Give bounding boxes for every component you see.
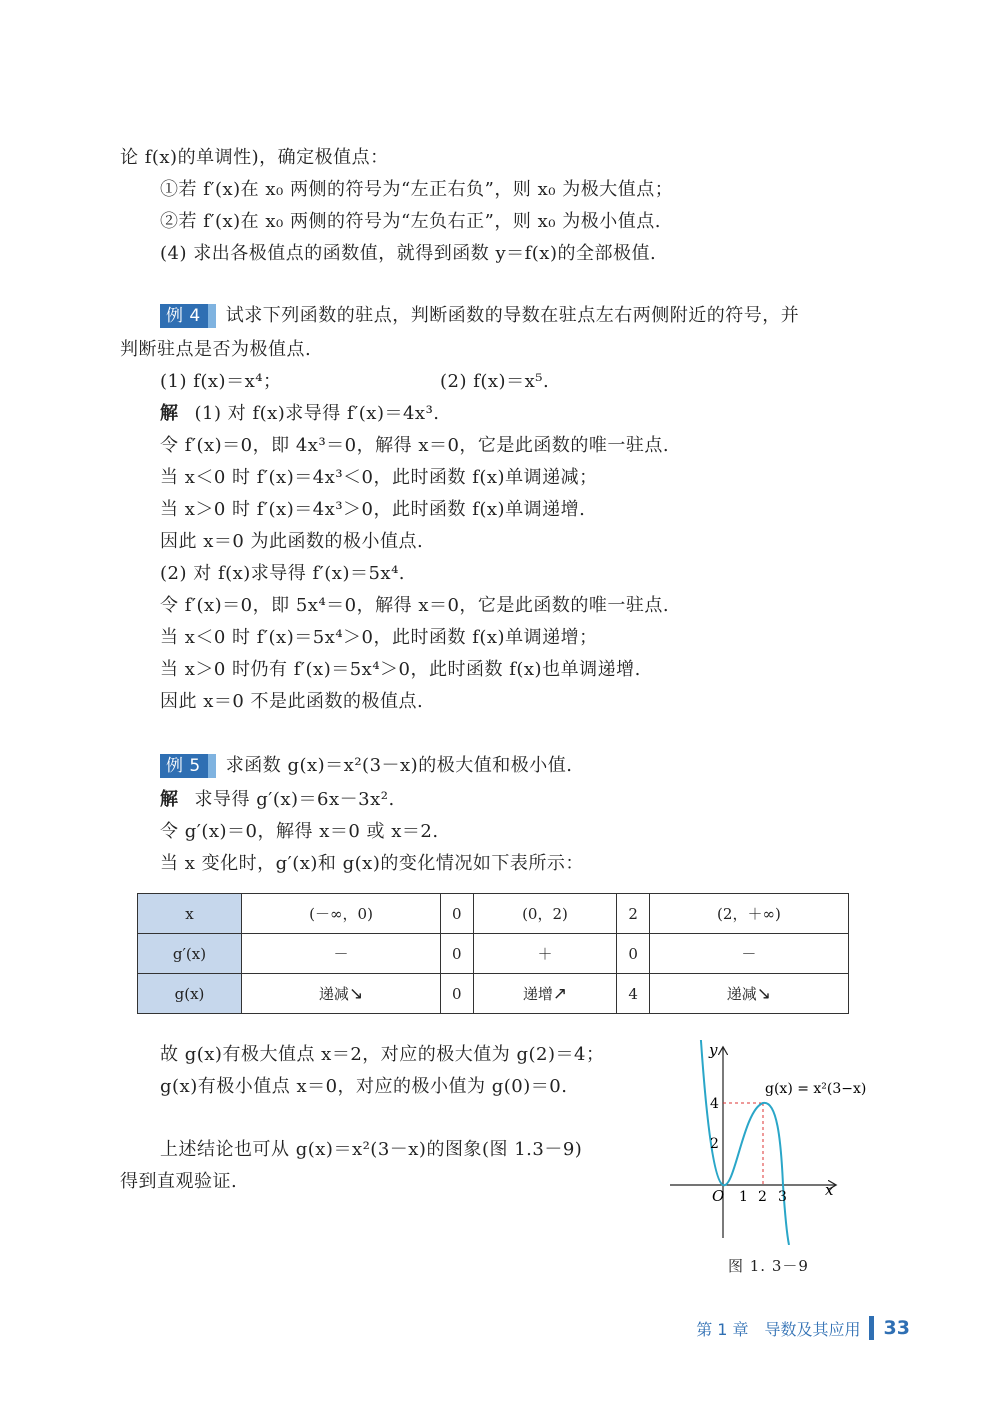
table-cell: ＋ (473, 934, 617, 974)
example4-solution-1 (160, 399, 440, 429)
y-tick-4: 4 (710, 1096, 719, 1112)
example4-solution-4: 当 x＞0 时 f′(x)＝4x³＞0，此时函数 f(x)单调递增. (160, 499, 586, 520)
table-row (138, 974, 849, 1014)
table-row (138, 894, 849, 934)
example4-solution-6: (2) 对 f(x)求导得 f′(x)＝5x⁴. (160, 563, 406, 584)
variation-table (137, 893, 849, 1014)
table-cell: 0 (441, 974, 473, 1014)
x-tick-3: 3 (778, 1189, 787, 1205)
table-cell: (2，＋∞) (649, 894, 848, 934)
example4-solution-8: 当 x＜0 时 f′(x)＝5x⁴＞0，此时函数 f(x)单调递增； (160, 627, 598, 648)
conclusion-3: 上述结论也可从 g(x)＝x²(3－x)的图象(图 1.3－9) (160, 1139, 583, 1160)
conclusion-2: g(x)有极小值点 x＝0，对应的极小值为 g(0)＝0. (160, 1076, 568, 1097)
text-line-3: ②若 f′(x)在 x₀ 两侧的符号为“左负右正”，则 x₀ 为极小值点. (160, 211, 661, 232)
table-cell: 4 (617, 974, 649, 1014)
solution-text: (1) 对 f(x)求导得 f′(x)＝4x³. (194, 403, 440, 424)
cell-text: 递减 (318, 985, 349, 1003)
table-header-cell: x (138, 894, 242, 934)
example4-tag: 例 4 (160, 304, 216, 328)
text-line-4: (4) 求出各极值点的函数值，就得到函数 y＝f(x)的全部极值. (160, 243, 657, 264)
conclusion-1: 故 g(x)有极大值点 x＝2，对应的极大值为 g(2)＝4； (160, 1044, 605, 1065)
example5-solution-3: 当 x 变化时，g′(x)和 g(x)的变化情况如下表所示： (160, 853, 584, 874)
example4-stem-text: 试求下列函数的驻点，判断函数的导数在驻点左右两侧附近的符号，并 (225, 305, 800, 326)
table-cell: 0 (441, 934, 473, 974)
table-cell (242, 974, 441, 1014)
example4-part2: (2) f(x)＝x⁵. (440, 371, 550, 392)
table-cell: 0 (441, 894, 473, 934)
page-number: 33 (883, 1317, 910, 1339)
table-cell: (－∞，0) (242, 894, 441, 934)
decrease-arrow-icon: ↘ (348, 984, 364, 1004)
example4-solution-9: 当 x＞0 时仍有 f′(x)＝5x⁴＞0，此时函数 f(x)也单调递增. (160, 659, 641, 680)
cell-text: 递增 (522, 985, 553, 1003)
chapter-title: 第 1 章 导数及其应用 (696, 1319, 861, 1339)
table-header-cell: g′(x) (138, 934, 242, 974)
y-tick-2: 2 (710, 1136, 719, 1152)
example5-stem-text: 求函数 g(x)＝x²(3－x)的极大值和极小值. (225, 755, 573, 776)
table-cell: － (649, 934, 848, 974)
curve-label: g(x) = x²(3−x) (765, 1081, 867, 1097)
text-line-1: 论 f(x)的单调性)，确定极值点： (120, 147, 389, 168)
footer-divider (869, 1316, 874, 1340)
example4-solution-3: 当 x＜0 时 f′(x)＝4x³＜0，此时函数 f(x)单调递减； (160, 467, 598, 488)
example4-stem-cont: 判断驻点是否为极值点. (120, 339, 312, 360)
example5-stem (160, 751, 572, 781)
example4-solution-2: 令 f′(x)＝0，即 4x³＝0，解得 x＝0，它是此函数的唯一驻点. (160, 435, 670, 456)
x-tick-1: 1 (739, 1189, 748, 1205)
solve-label: 解 (160, 403, 179, 424)
x-axis-label: x (825, 1181, 834, 1199)
text-line-2: ①若 f′(x)在 x₀ 两侧的符号为“左正右负”，则 x₀ 为极大值点； (160, 179, 674, 200)
solution-text: 求导得 g′(x)＝6x－3x². (194, 789, 395, 810)
table-cell (473, 974, 617, 1014)
page-footer (696, 1316, 910, 1340)
example4-solution-7: 令 f′(x)＝0，即 5x⁴＝0，解得 x＝0，它是此函数的唯一驻点. (160, 595, 670, 616)
figure-caption: 图 1. 3－9 (728, 1257, 809, 1275)
table-cell (649, 974, 848, 1014)
table-cell: 0 (617, 934, 649, 974)
table-cell: 2 (617, 894, 649, 934)
example5-solution-1 (160, 785, 395, 815)
table-cell: (0，2) (473, 894, 617, 934)
example5-tag: 例 5 (160, 754, 216, 778)
table-cell: － (242, 934, 441, 974)
example5-solution-2: 令 g′(x)＝0，解得 x＝0 或 x＝2. (160, 821, 439, 842)
solve-label: 解 (160, 789, 179, 810)
cell-text: 递减 (726, 985, 757, 1003)
x-tick-2: 2 (758, 1189, 767, 1205)
conclusion-4: 得到直观验证. (120, 1171, 238, 1192)
increase-arrow-icon: ↗ (552, 984, 568, 1004)
example4-solution-5: 因此 x＝0 为此函数的极小值点. (160, 531, 424, 552)
table-header-cell: g(x) (138, 974, 242, 1014)
table-row (138, 934, 849, 974)
example4-solution-10: 因此 x＝0 不是此函数的极值点. (160, 691, 424, 712)
origin-label: O (712, 1187, 725, 1205)
function-graph (665, 1040, 875, 1245)
y-axis-label: y (709, 1041, 718, 1059)
example4-part1: (1) f(x)＝x⁴； (160, 371, 282, 392)
example4-stem (160, 301, 799, 331)
decrease-arrow-icon: ↘ (756, 984, 772, 1004)
